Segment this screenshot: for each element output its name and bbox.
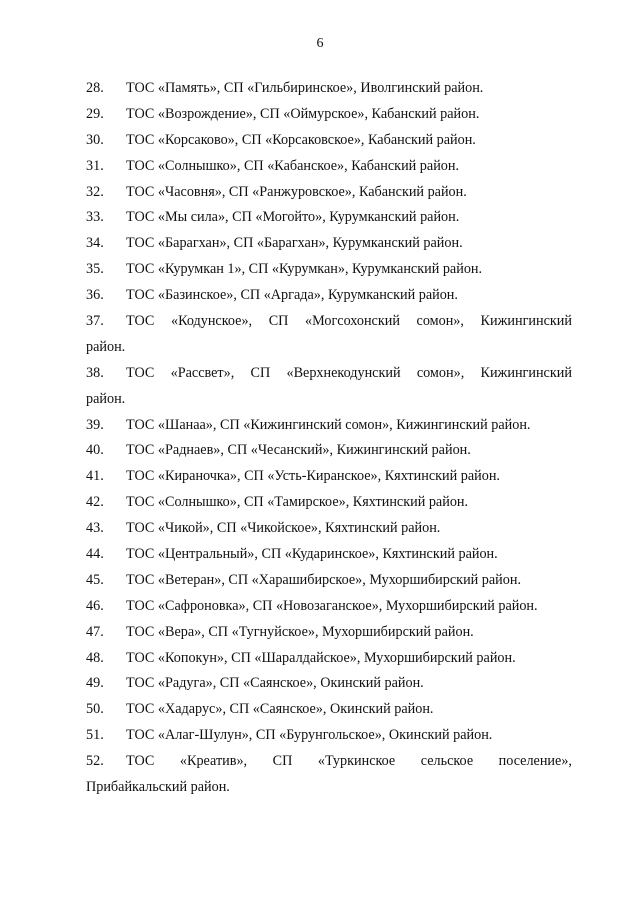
list-item-line [86, 413, 572, 439]
item-text-continuation: Прибайкальский район. [86, 779, 230, 796]
item-number: 43. [86, 520, 104, 537]
item-number: 39. [86, 416, 104, 433]
list-item [86, 542, 572, 568]
item-text: ТОС «Раднаев», СП «Чесанский», Кижингинский район. [126, 442, 471, 459]
item-text-continuation: район. [86, 390, 126, 407]
item-word: ТОС [126, 364, 155, 381]
list-item [86, 464, 572, 490]
page-number: 6 [316, 36, 324, 51]
item-text: ТОС «Сафроновка», СП «Новозаганское», Мухоршибирский район. [126, 597, 538, 614]
item-text: ТОС «Центральный», СП «Кударинское», Кяхтинский район. [126, 546, 498, 563]
list-item [86, 438, 572, 464]
item-number: 41. [86, 468, 104, 485]
item-text: ТОС «Часовня», СП «Ранжуровское», Кабанский район. [126, 183, 467, 200]
list-item-line [86, 594, 572, 620]
list-item-line [86, 257, 572, 283]
item-word: СП [272, 753, 293, 770]
item-number: 33. [86, 209, 104, 226]
item-text [126, 361, 572, 387]
list-item-line [86, 464, 572, 490]
item-word: СП [250, 364, 271, 381]
item-number: 46. [86, 597, 104, 614]
list-item [86, 620, 572, 646]
item-word: «Креатив», [179, 753, 248, 770]
item-number: 44. [86, 546, 104, 563]
list-item [86, 180, 572, 206]
item-word: ТОС [126, 313, 155, 330]
item-text: ТОС «Шанаа», СП «Кижингинский сомон», Кижингинский район. [126, 416, 531, 433]
item-number: 52. [86, 753, 104, 770]
item-text: ТОС «Барагхан», СП «Барагхан», Курумканский район. [126, 235, 463, 252]
item-word: поселение», [498, 753, 572, 770]
list-item [86, 490, 572, 516]
list-item-line [86, 128, 572, 154]
list-item [86, 646, 572, 672]
item-word: «Кодунское», [170, 313, 253, 330]
list-item [86, 568, 572, 594]
item-number: 51. [86, 727, 104, 744]
list-item-line [86, 542, 572, 568]
list-item-line [86, 180, 572, 206]
item-word: Кижингинский [480, 364, 572, 381]
item-text: ТОС «Мы сила», СП «Могойто», Курумканский район. [126, 209, 460, 226]
item-text: ТОС «Ветеран», СП «Харашибирское», Мухоршибирский район. [126, 571, 522, 588]
list-item-line [86, 723, 572, 749]
item-number: 31. [86, 157, 104, 174]
item-number: 37. [86, 313, 104, 330]
item-number: 28. [86, 80, 104, 96]
item-number: 30. [86, 131, 104, 148]
organization-list [86, 76, 572, 801]
item-number: 45. [86, 571, 104, 588]
list-item-line [86, 231, 572, 257]
list-item [86, 205, 572, 231]
list-item [86, 128, 572, 154]
list-item [86, 361, 572, 413]
item-word: Кижингинский [480, 313, 572, 330]
list-item-line [86, 438, 572, 464]
item-text: ТОС «Солнышко», СП «Кабанское», Кабанский район. [126, 157, 460, 174]
list-item [86, 76, 572, 102]
list-item-line [86, 76, 572, 102]
item-word: «Туркинское [317, 753, 396, 770]
list-item [86, 749, 572, 801]
list-item-line [86, 309, 572, 335]
list-item [86, 231, 572, 257]
item-number: 35. [86, 261, 104, 278]
list-item-line [86, 283, 572, 309]
item-number: 34. [86, 235, 104, 252]
list-item-line [86, 154, 572, 180]
list-item [86, 594, 572, 620]
item-word: «Верхнекодунский [286, 364, 401, 381]
item-number: 32. [86, 183, 104, 200]
item-text: ТОС «Кираночка», СП «Усть-Киранское», Кяхтинский район. [126, 468, 500, 485]
item-number: 29. [86, 105, 104, 122]
list-item [86, 309, 572, 361]
list-item [86, 697, 572, 723]
item-number: 50. [86, 701, 104, 718]
item-text: ТОС «Корсаково», СП «Корсаковское», Кабанский район. [126, 131, 476, 148]
item-text: ТОС «Возрождение», СП «Оймурское», Кабанский район. [126, 105, 480, 122]
list-item-line [86, 671, 572, 697]
item-word: СП [268, 313, 289, 330]
item-word: «Могсохонский [305, 313, 400, 330]
item-number: 47. [86, 623, 104, 640]
item-number: 48. [86, 649, 104, 666]
list-item-line [86, 516, 572, 542]
item-text-continuation: район. [86, 338, 126, 355]
item-number: 38. [86, 364, 104, 381]
item-word: сомон», [416, 364, 465, 381]
list-item [86, 102, 572, 128]
item-text: ТОС «Чикой», СП «Чикойское», Кяхтинский район. [126, 520, 441, 537]
item-text [126, 309, 572, 335]
item-word: «Рассвет», [170, 364, 235, 381]
item-text: ТОС «Алаг-Шулун», СП «Бурунгольское», Окинский район. [126, 727, 493, 744]
item-number: 42. [86, 494, 104, 511]
list-item [86, 257, 572, 283]
item-text: ТОС «Радуга», СП «Саянское», Окинский район. [126, 675, 424, 692]
item-text: ТОС «Хадарус», СП «Саянское», Окинский район. [126, 701, 434, 718]
list-item [86, 154, 572, 180]
item-text: ТОС «Курумкан 1», СП «Курумкан», Курумканский район. [126, 261, 483, 278]
list-item-line [86, 749, 572, 775]
list-item [86, 283, 572, 309]
list-item-line [86, 490, 572, 516]
list-item [86, 723, 572, 749]
list-item-line [86, 620, 572, 646]
list-item [86, 413, 572, 439]
item-number: 36. [86, 287, 104, 304]
list-item-line [86, 361, 572, 387]
list-item-line [86, 568, 572, 594]
list-item [86, 671, 572, 697]
list-item-line [86, 102, 572, 128]
item-word: ТОС [126, 753, 155, 770]
list-item-line [86, 697, 572, 723]
item-text: ТОС «Солнышко», СП «Тамирское», Кяхтинский район. [126, 494, 469, 511]
item-number: 49. [86, 675, 104, 692]
item-number: 40. [86, 442, 104, 459]
item-text: ТОС «Копокун», СП «Шаралдайское», Мухоршибирский район. [126, 649, 516, 666]
item-text: ТОС «Базинское», СП «Аргада», Курумканский район. [126, 287, 458, 304]
item-text [126, 749, 572, 775]
list-item-line [86, 646, 572, 672]
item-word: сельское [420, 753, 474, 770]
item-text: ТОС «Память», СП «Гильбиринское», Иволгинский район. [126, 80, 484, 96]
list-item [86, 516, 572, 542]
item-word: сомон», [416, 313, 464, 330]
list-item-line [86, 205, 572, 231]
item-text: ТОС «Вера», СП «Тугнуйское», Мухоршибирский район. [126, 623, 474, 640]
